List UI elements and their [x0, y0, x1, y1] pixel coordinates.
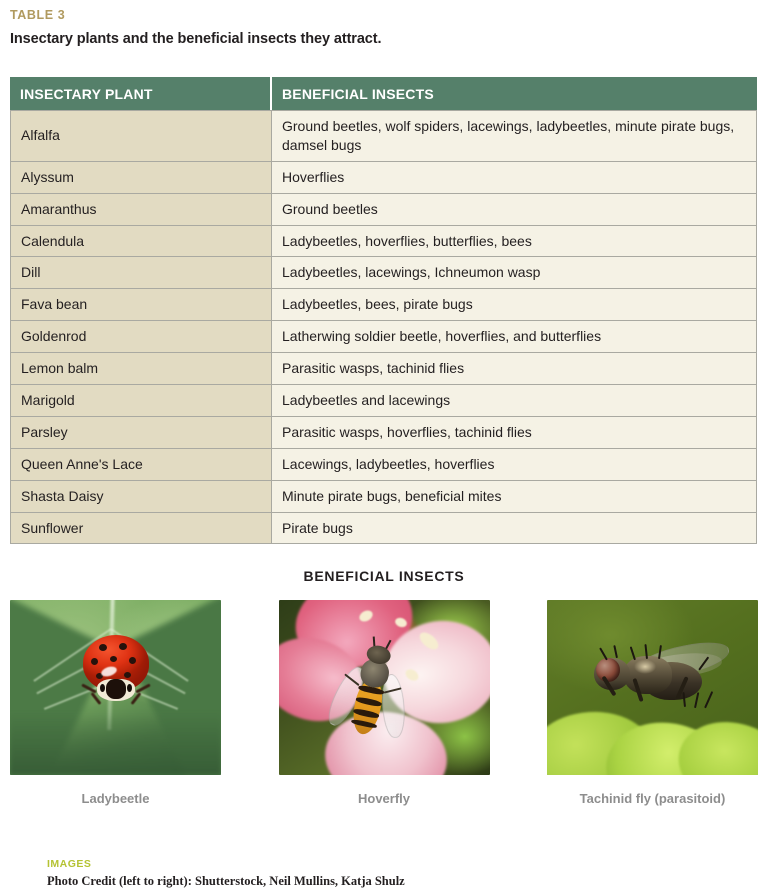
ladybeetle-spot	[99, 644, 107, 651]
cell-insectary-plant: Alfalfa	[10, 110, 272, 162]
table-row	[10, 257, 757, 289]
cell-insectary-plant: Goldenrod	[10, 321, 272, 353]
cell-beneficial-insects: Ladybeetles, hoverflies, butterflies, bees	[272, 226, 757, 258]
photo-cell-tachinid-fly	[547, 600, 758, 806]
ladybeetle-eye	[100, 684, 105, 692]
cell-beneficial-insects: Ground beetles	[272, 194, 757, 226]
tachinid-thorax	[624, 656, 672, 694]
cell-beneficial-insects: Lacewings, ladybeetles, hoverflies	[272, 449, 757, 481]
cell-beneficial-insects: Latherwing soldier beetle, hoverflies, and butterflies	[272, 321, 757, 353]
cell-insectary-plant: Shasta Daisy	[10, 481, 272, 513]
hoverfly-photo	[279, 600, 490, 775]
cell-insectary-plant: Sunflower	[10, 513, 272, 545]
tachinid-bristle	[694, 692, 699, 708]
table-header	[10, 77, 757, 110]
table-row	[10, 417, 757, 449]
images-section-label: IMAGES	[47, 858, 92, 870]
photo-caption-hoverfly: Hoverfly	[357, 791, 411, 806]
table-row	[10, 162, 757, 194]
ladybeetle-spot	[129, 657, 136, 664]
cell-insectary-plant: Amaranthus	[10, 194, 272, 226]
insect-photo-gallery	[10, 600, 758, 806]
ladybeetle-spot	[110, 656, 117, 662]
table-body	[10, 110, 757, 544]
ladybeetle-photo	[10, 600, 221, 775]
table-header-row	[10, 77, 757, 110]
tachinid-bristle	[613, 645, 618, 658]
cell-beneficial-insects: Ladybeetles, bees, pirate bugs	[272, 289, 757, 321]
cell-beneficial-insects: Ground beetles, wolf spiders, lacewings, ladybeetles, minute pirate bugs, damsel bugs	[272, 110, 757, 162]
column-header-beneficial-insects-label: BENEFICIAL INSECTS	[282, 85, 434, 102]
cell-beneficial-insects: Minute pirate bugs, beneficial mites	[272, 481, 757, 513]
cell-beneficial-insects: Parasitic wasps, hoverflies, tachinid flies	[272, 417, 757, 449]
table-row	[10, 353, 757, 385]
table-number-label: TABLE 3	[10, 8, 66, 22]
table-row	[10, 321, 757, 353]
cell-insectary-plant: Calendula	[10, 226, 272, 258]
table-row	[10, 385, 757, 417]
leaf-shadow	[10, 712, 221, 775]
ladybeetle-head-marking	[106, 679, 126, 699]
cell-beneficial-insects: Pirate bugs	[272, 513, 757, 545]
table-row	[10, 481, 757, 513]
cell-insectary-plant: Queen Anne's Lace	[10, 449, 272, 481]
table-row	[10, 110, 757, 162]
tachinid-fly-photo	[547, 600, 758, 775]
cell-insectary-plant: Lemon balm	[10, 353, 272, 385]
cell-beneficial-insects: Ladybeetles and lacewings	[272, 385, 757, 417]
cell-beneficial-insects: Hoverflies	[272, 162, 757, 194]
cell-insectary-plant: Marigold	[10, 385, 272, 417]
table-row	[10, 289, 757, 321]
ladybeetle-body	[79, 635, 153, 705]
table-row	[10, 449, 757, 481]
column-header-insectary-plant-label: INSECTARY PLANT	[20, 85, 153, 102]
column-header-beneficial-insects	[272, 77, 757, 110]
tachinid-eye	[596, 658, 620, 682]
cell-insectary-plant: Fava bean	[10, 289, 272, 321]
ladybeetle-spot	[119, 643, 127, 650]
table-caption: Insectary plants and the beneficial insects they attract.	[10, 31, 382, 47]
table-row	[10, 194, 757, 226]
table-row	[10, 226, 757, 258]
ladybeetle-spot	[124, 672, 131, 678]
photo-caption-ladybeetle: Ladybeetle	[81, 791, 150, 806]
tachinid-fly-body	[582, 644, 724, 710]
photo-credit-line: Photo Credit (left to right): Shutterstock, Neil Mullins, Katja Shulz	[47, 874, 405, 888]
ladybeetle-spot	[91, 658, 98, 665]
table-row	[10, 513, 757, 545]
cell-beneficial-insects: Parasitic wasps, tachinid flies	[272, 353, 757, 385]
cell-insectary-plant: Alyssum	[10, 162, 272, 194]
photo-caption-tachinid-fly: Tachinid fly (parasitoid)	[579, 791, 726, 806]
foliage-leaf	[671, 714, 758, 775]
column-header-insectary-plant	[10, 77, 272, 110]
gallery-title: BENEFICIAL INSECTS	[303, 568, 465, 584]
ladybeetle-eye	[127, 684, 132, 692]
cell-beneficial-insects: Ladybeetles, lacewings, Ichneumon wasp	[272, 257, 757, 289]
tachinid-bristle	[704, 691, 713, 708]
cell-insectary-plant: Dill	[10, 257, 272, 289]
cell-insectary-plant: Parsley	[10, 417, 272, 449]
photo-cell-hoverfly	[279, 600, 490, 806]
insectary-plants-table	[10, 77, 757, 544]
photo-cell-ladybeetle	[10, 600, 221, 806]
